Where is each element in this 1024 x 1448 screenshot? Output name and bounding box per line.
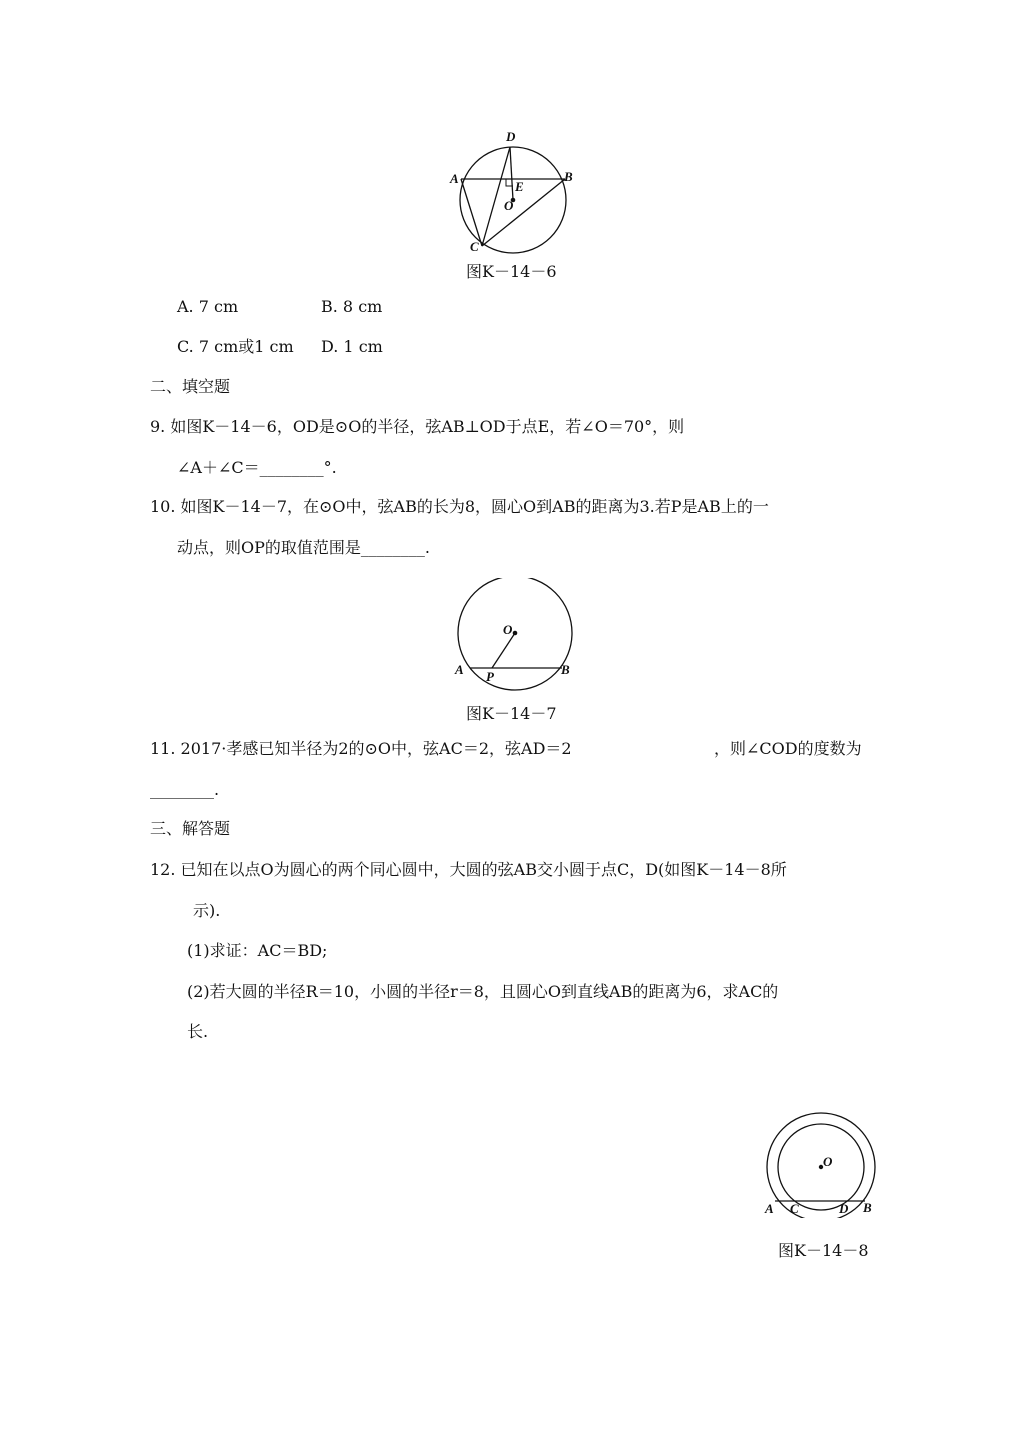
label-o: O: [504, 198, 514, 213]
figure-caption-k-14-8: 图K－14－8: [778, 1241, 869, 1260]
option-c: C. 7 cm或1 cm: [177, 337, 294, 356]
line-ac: [461, 179, 482, 246]
question-12-sub-1: (1)求证：AC＝BD;: [187, 941, 328, 960]
line-cd: [482, 147, 510, 246]
question-10-line-1: 10. 如图K－14－7，在⊙O中，弦AB的长为8，圆心O到AB的距离为3.若P是AB上的一: [150, 497, 769, 516]
figure-k-14-8: [755, 1108, 885, 1218]
option-b: B. 8 cm: [321, 297, 383, 316]
label-c: C: [790, 1201, 799, 1216]
figure-k-14-6: [440, 120, 590, 260]
label-o: O: [503, 622, 513, 637]
segment-op: [492, 633, 515, 668]
question-11-part-2: ，则∠COD的度数为: [714, 739, 862, 758]
question-12-line-1: 12. 已知在以点O为圆心的两个同心圆中，大圆的弦AB交小圆于点C，D(如图K－14－8所: [150, 860, 787, 879]
figure-caption-k-14-7: 图K－14－7: [466, 704, 557, 723]
question-9-line-2: ∠A＋∠C＝________°.: [177, 458, 337, 477]
question-9-line-1: 9. 如图K－14－6，OD是⊙O的半径，弦AB⊥OD于点E，若∠O＝70°，则: [150, 417, 685, 436]
section-heading-solve: 三、解答题: [150, 819, 231, 838]
question-12-sub-2-line-2: 长.: [187, 1022, 209, 1041]
question-12-line-2: 示).: [193, 901, 221, 920]
label-e: E: [515, 179, 524, 194]
label-d: D: [839, 1201, 849, 1216]
label-d: D: [506, 129, 516, 144]
option-a: A. 7 cm: [177, 297, 239, 316]
label-c: C: [470, 239, 479, 254]
question-10-line-2: 动点，则OP的取值范围是________.: [177, 538, 430, 557]
label-b: B: [863, 1200, 872, 1215]
label-a: A: [765, 1201, 774, 1216]
label-o: O: [823, 1154, 833, 1169]
label-a: A: [455, 662, 464, 677]
question-11-line-2: ________.: [150, 780, 220, 799]
label-a: A: [450, 171, 459, 186]
radius-od: [510, 147, 513, 200]
question-11-part-1: 11. 2017·孝感已知半径为2的⊙O中，弦AC＝2，弦AD＝2: [150, 739, 572, 758]
section-heading-fill-blank: 二、填空题: [150, 377, 231, 396]
label-b: B: [564, 169, 573, 184]
label-b: B: [561, 662, 570, 677]
option-d: D. 1 cm: [321, 337, 383, 356]
label-p: P: [486, 669, 494, 684]
figure-k-14-7: [445, 578, 585, 698]
figure-caption-k-14-6: 图K－14－6: [466, 262, 557, 281]
center-dot: [513, 631, 518, 636]
question-12-sub-2-line-1: (2)若大圆的半径R＝10，小圆的半径r＝8，且圆心O到直线AB的距离为6，求AC的: [187, 982, 779, 1001]
